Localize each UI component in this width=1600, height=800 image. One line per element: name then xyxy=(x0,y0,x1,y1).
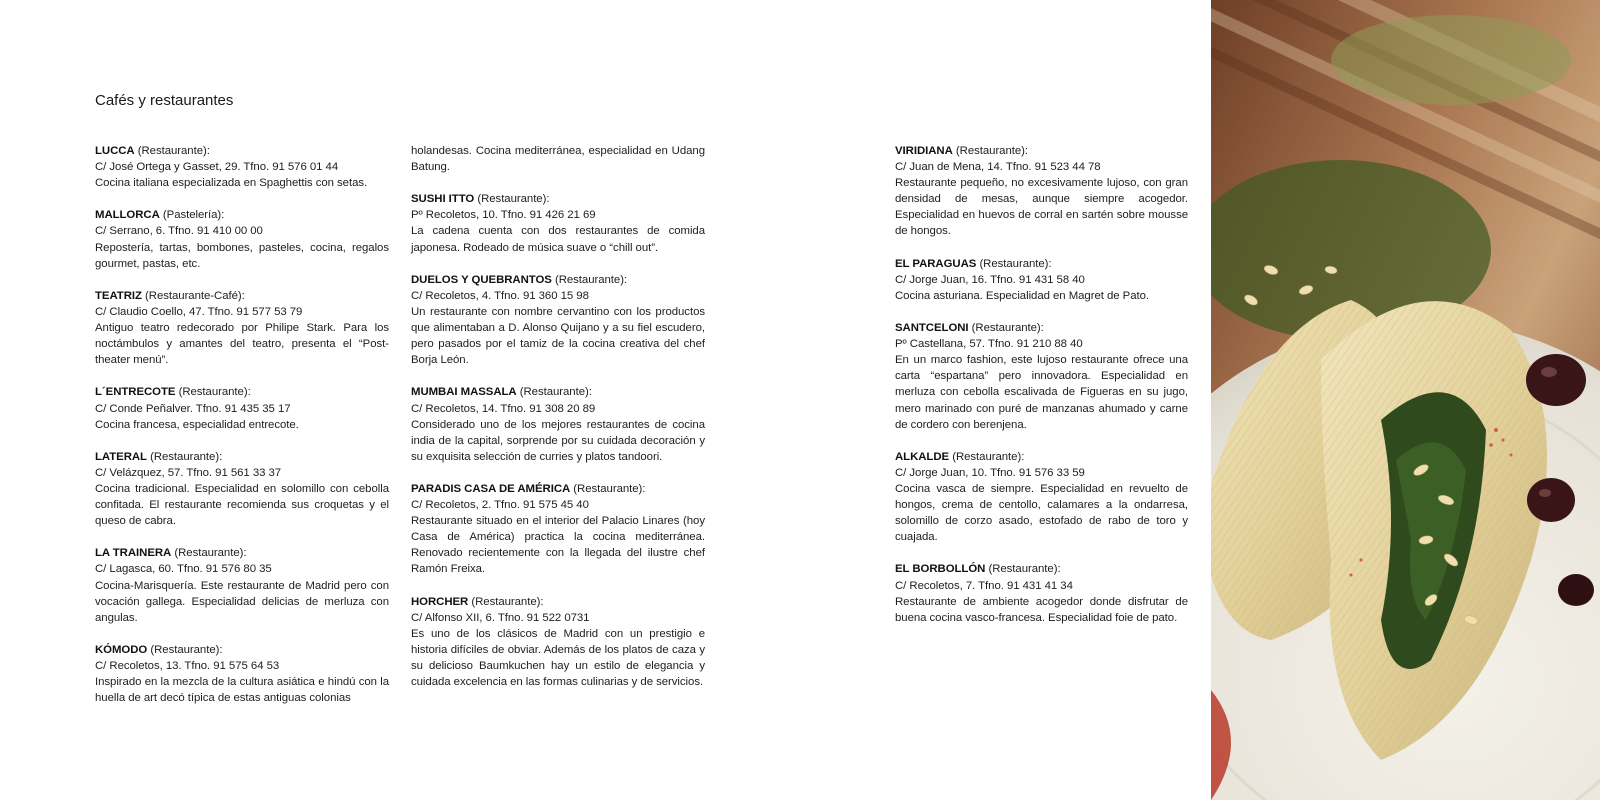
restaurant-name: KÓMODO xyxy=(95,643,148,656)
restaurant-description: Un restaurante con nombre cervantino con los productos que alimentaban a D. Alonso Quijano y a su fiel escudero, pero pasados por el tamiz de la cocina creativa del chef Borja León. xyxy=(411,305,705,367)
restaurant-name: DUELOS Y QUEBRANTOS xyxy=(411,273,552,286)
restaurant-entry xyxy=(895,143,1188,240)
restaurant-description: La cadena cuenta con dos restaurantes de comida japonesa. Rodeado de música suave o “chill out”. xyxy=(411,225,705,254)
restaurant-address: C/ Lagasca, 60. Tfno. 91 576 80 35 xyxy=(95,563,272,576)
restaurant-description: Cocina asturiana. Especialidad en Magret de Pato. xyxy=(895,289,1149,302)
restaurant-name: TEATRIZ xyxy=(95,289,142,302)
restaurant-name: ALKALDE xyxy=(895,450,950,463)
restaurant-description: Cocina vasca de siempre. Especialidad en revuelto de hongos, crema de centollo, calamares a la ondarresa, solomillo de corzo asado, estofado de rabo de toro y cuajada. xyxy=(895,482,1188,544)
restaurant-heading xyxy=(895,143,1188,159)
restaurant-type: (Restaurante): xyxy=(137,145,210,157)
restaurant-description: Inspirado en la mezcla de la cultura asiática e hindú con la huella de art decó típica de estas antiguas colonias xyxy=(95,676,389,705)
restaurant-heading xyxy=(411,272,705,288)
restaurant-heading xyxy=(95,288,389,304)
restaurant-name: L´ENTRECOTE xyxy=(95,386,176,399)
restaurant-entry xyxy=(95,642,389,706)
restaurant-description: Restaurante pequeño, no excesivamente lujoso, con gran densidad de mesas, aunque siempre acogedor. Especialidad en huevos de corral en sartén sobre mousse de hongos. xyxy=(895,177,1188,238)
restaurant-type: (Restaurante): xyxy=(150,643,223,656)
restaurant-description: Cocina francesa, especialidad entrecote. xyxy=(95,418,299,431)
restaurant-heading xyxy=(411,594,705,610)
restaurant-type: (Restaurante): xyxy=(471,595,544,608)
restaurant-name: HORCHER xyxy=(411,595,469,608)
restaurant-description: Repostería, tartas, bombones, pasteles, cocina, regalos gourmet, pastas, etc. xyxy=(95,241,389,270)
restaurant-type: (Restaurante): xyxy=(952,450,1025,463)
page-title: Cafés y restaurantes xyxy=(95,92,234,109)
restaurant-description: Cocina italiana especializada en Spaghettis con setas. xyxy=(95,177,368,190)
restaurant-heading xyxy=(95,143,389,159)
restaurant-description: Cocina tradicional. Especialidad en solomillo con cebolla confitada. El restaurante recomienda sus croquetas y el queso de cabra. xyxy=(95,482,389,528)
restaurant-name: EL PARAGUAS xyxy=(895,257,977,270)
restaurant-address: Pº Castellana, 57. Tfno. 91 210 88 40 xyxy=(895,338,1083,351)
restaurant-entry xyxy=(411,191,705,255)
restaurant-type: (Restaurante): xyxy=(150,450,223,463)
restaurant-name: LUCCA xyxy=(95,145,135,157)
restaurant-heading xyxy=(95,384,389,400)
restaurant-entry xyxy=(95,207,389,271)
restaurant-entry xyxy=(411,481,705,578)
restaurant-address: C/ Recoletos, 2. Tfno. 91 575 45 40 xyxy=(411,499,589,512)
restaurant-description: Antiguo teatro redecorado por Philipe Stark. Para los noctámbulos y amantes del teatro, presenta el “Post-theater menú”. xyxy=(95,322,389,367)
restaurant-address: Pº Recoletos, 10. Tfno. 91 426 21 69 xyxy=(411,209,596,222)
restaurant-address: C/ Serrano, 6. Tfno. 91 410 00 00 xyxy=(95,225,263,238)
restaurant-column-1 xyxy=(95,143,389,722)
restaurant-type: (Restaurante): xyxy=(971,322,1044,335)
restaurant-name: MUMBAI MASSALA xyxy=(411,386,517,399)
restaurant-heading xyxy=(411,384,705,400)
food-photo xyxy=(1211,0,1600,800)
restaurant-type: (Restaurante-Café): xyxy=(145,289,245,302)
restaurant-entry xyxy=(95,545,389,625)
restaurant-type: (Restaurante): xyxy=(573,482,646,495)
restaurant-address: C/ Recoletos, 4. Tfno. 91 360 15 98 xyxy=(411,289,589,302)
restaurant-type: (Restaurante): xyxy=(554,273,628,286)
restaurant-name: MALLORCA xyxy=(95,209,160,222)
restaurant-type: (Pastelería): xyxy=(162,209,225,222)
restaurant-name: EL BORBOLLÓN xyxy=(895,563,986,576)
restaurant-address: C/ Velázquez, 57. Tfno. 91 561 33 37 xyxy=(95,466,282,479)
restaurant-address: C/ José Ortega y Gasset, 29. Tfno. 91 576 01 44 xyxy=(95,161,339,174)
restaurant-heading xyxy=(895,320,1188,336)
restaurant-entry xyxy=(95,288,389,368)
restaurant-name: SUSHI ITTO xyxy=(411,193,475,206)
restaurant-name: LA TRAINERA xyxy=(95,547,172,560)
restaurant-entry xyxy=(895,449,1188,546)
restaurant-entry xyxy=(411,272,705,369)
restaurant-address: C/ Recoletos, 7. Tfno. 91 431 41 34 xyxy=(895,579,1073,592)
restaurant-entry xyxy=(411,384,705,464)
restaurant-type: (Restaurante): xyxy=(979,257,1052,270)
restaurant-description: Restaurante de ambiente acogedor donde disfrutar de buena cocina vasco-francesa. Especialidad foie de pato. xyxy=(895,595,1188,624)
restaurant-entry xyxy=(95,143,389,191)
restaurant-entry xyxy=(95,384,389,432)
restaurant-type: (Restaurante): xyxy=(477,193,550,206)
restaurant-heading xyxy=(95,642,389,658)
restaurant-entry xyxy=(411,594,705,691)
restaurant-address: C/ Jorge Juan, 10. Tfno. 91 576 33 59 xyxy=(895,466,1085,479)
restaurant-address: C/ Claudio Coello, 47. Tfno. 91 577 53 79 xyxy=(95,305,303,318)
restaurant-address: C/ Conde Peñalver. Tfno. 91 435 35 17 xyxy=(95,402,291,415)
restaurant-address: C/ Alfonso XII, 6. Tfno. 91 522 0731 xyxy=(411,611,590,624)
restaurant-heading xyxy=(411,191,705,207)
restaurant-address: C/ Recoletos, 13. Tfno. 91 575 64 53 xyxy=(95,660,280,672)
restaurant-address: C/ Recoletos, 14. Tfno. 91 308 20 89 xyxy=(411,402,596,415)
continuation-text: holandesas. Cocina mediterránea, especialidad en Udang Batung. xyxy=(411,145,705,174)
restaurant-column-2 xyxy=(411,143,705,706)
restaurant-name: LATERAL xyxy=(95,450,147,463)
restaurant-address: C/ Juan de Mena, 14. Tfno. 91 523 44 78 xyxy=(895,161,1101,174)
restaurant-description: Cocina-Marisquería. Este restaurante de Madrid pero con vocación gallega. Especialidad delicias de merluza con angulas. xyxy=(95,579,389,624)
restaurant-entry xyxy=(895,561,1188,625)
restaurant-column-3 xyxy=(895,143,1188,642)
restaurant-heading xyxy=(895,449,1188,465)
restaurant-description: Restaurante situado en el interior del Palacio Linares (hoy Casa de América) practica la cocina mediterránea. Renovado recientemente con la llegada del ilustre chef Ramón Freixa. xyxy=(411,515,705,576)
restaurant-description: Considerado uno de los mejores restaurantes de cocina india de la capital, sorprende por su cuidada decoración y su exquisita selección de curries y platos tandoori. xyxy=(411,418,705,463)
restaurant-type: (Restaurante): xyxy=(955,145,1029,157)
restaurant-name: SANTCELONI xyxy=(895,322,969,335)
restaurant-entry xyxy=(95,449,389,529)
restaurant-name: PARADIS CASA DE AMÉRICA xyxy=(411,482,571,495)
restaurant-type: (Restaurante): xyxy=(178,386,251,399)
restaurant-entry xyxy=(895,320,1188,433)
restaurant-heading xyxy=(95,207,389,223)
restaurant-address: C/ Jorge Juan, 16. Tfno. 91 431 58 40 xyxy=(895,273,1085,286)
restaurant-type: (Restaurante): xyxy=(519,386,592,399)
restaurant-description: En un marco fashion, este lujoso restaurante ofrece una carta “espartana” pero innovadora. Especialidad en merluza con cebolla escalivada de Figueras en su jugo, mero marinado con puré de manzanas ahumado y carne de cordero con berenjena. xyxy=(895,354,1188,431)
restaurant-heading xyxy=(895,256,1188,272)
restaurant-heading xyxy=(95,449,389,465)
restaurant-heading xyxy=(95,545,389,561)
restaurant-name: VIRIDIANA xyxy=(895,145,953,157)
restaurant-type: (Restaurante): xyxy=(988,563,1061,576)
restaurant-description: Es uno de los clásicos de Madrid con un prestigio e historia difíciles de obviar. Además de los platos de caza y su delicioso Baumkuchen hay un estilo de elegancia y cuidada excelencia en las formas culinarias y de servicios. xyxy=(411,627,705,689)
restaurant-type: (Restaurante): xyxy=(174,547,247,560)
restaurant-heading xyxy=(895,561,1188,577)
restaurant-heading xyxy=(411,481,705,497)
restaurant-entry xyxy=(895,256,1188,304)
